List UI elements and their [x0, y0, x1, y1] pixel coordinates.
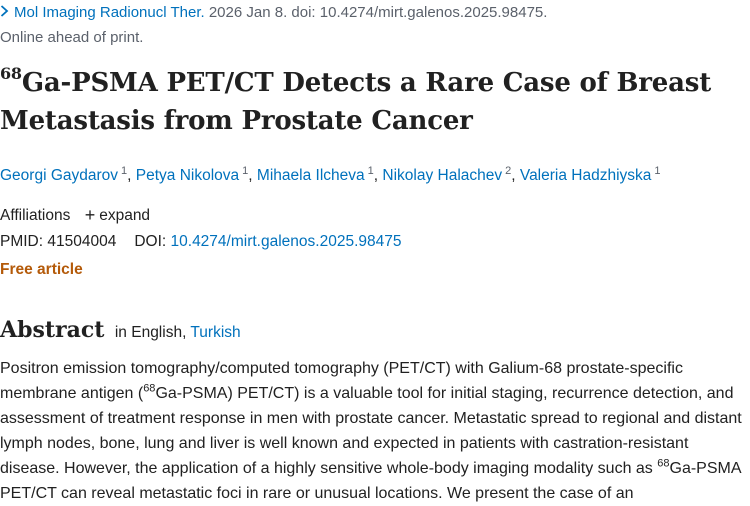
- identifiers-row: [0, 233, 401, 251]
- free-article-badge: Free article: [0, 261, 83, 278]
- expand-label: expand: [99, 207, 151, 224]
- title-line-1: Ga-PSMA PET/CT Detects a Rare Case of Breast: [21, 68, 712, 98]
- plus-icon: +: [84, 205, 96, 225]
- author-link[interactable]: Nikolay Halachev: [382, 167, 503, 184]
- author-affiliation-number[interactable]: 2: [505, 165, 512, 177]
- affiliations-row: [0, 205, 150, 226]
- article-title: [0, 64, 750, 140]
- author-affiliation-number[interactable]: 1: [367, 165, 374, 177]
- abstract-text-part: Positron emission tomography/computed tomography (PET/CT) with Galium-68 prostate-specific membrane antigen (: [0, 360, 683, 402]
- abstract-superscript: 68: [143, 382, 156, 395]
- abstract-superscript: 68: [657, 457, 670, 470]
- abstract-text-part: Ga-PSMA) PET/CT) is a valuable tool for initial staging, recurrence detection, and assessment of treatment response in men with prostate cancer. Metastatic spread to regional and distant lymph nodes, bone, lung and liver is well known and expected in patients with castration-resistant disease. However, the application of a highly sensitive whole-body imaging modality such as: [0, 385, 742, 477]
- chevron-right-icon[interactable]: [0, 4, 14, 21]
- author-link[interactable]: Georgi Gaydarov: [0, 167, 119, 184]
- author-affiliation-number[interactable]: 1: [242, 165, 249, 177]
- abstract-header: [0, 317, 241, 343]
- citation-line: [0, 4, 547, 21]
- doi-label: DOI:: [134, 233, 167, 250]
- doi-link[interactable]: 10.4274/mirt.galenos.2025.98475: [170, 233, 402, 250]
- author-link[interactable]: Mihaela Ilcheva: [256, 167, 365, 184]
- citation-details: 2026 Jan 8. doi: 10.4274/mirt.galenos.2025.98475.: [204, 4, 548, 21]
- title-superscript: 68: [0, 64, 22, 83]
- affiliations-expand-button[interactable]: [85, 207, 150, 224]
- abstract-text-part: Ga-PSMA PET/CT can reveal metastatic foci in rare or unusual locations. We present the case of an: [0, 460, 741, 502]
- author-list: Georgi Gaydarov $^1$, Petya Nikolova $^1$, Mihaela Ilcheva $^1$, Nikolay Halachev $^2$, Valeria Hadzhiyska $^1$: [0, 165, 661, 184]
- abstract-text: [0, 356, 748, 506]
- author-affiliation-number[interactable]: 1: [654, 165, 661, 177]
- author-affiliation-number[interactable]: 1: [121, 165, 128, 177]
- language-prefix: in English,: [114, 324, 187, 341]
- abstract-language: [115, 324, 241, 341]
- turkish-language-link[interactable]: Turkish: [190, 324, 241, 341]
- publication-status: Online ahead of print.: [0, 29, 144, 46]
- author-link[interactable]: Petya Nikolova: [135, 167, 240, 184]
- title-line-2: Metastasis from Prostate Cancer: [0, 106, 473, 136]
- journal-link[interactable]: Mol Imaging Radionucl Ther.: [14, 4, 205, 21]
- author-link[interactable]: Valeria Hadzhiyska: [519, 167, 652, 184]
- pmid: PMID: 41504004: [0, 233, 117, 250]
- affiliations-label: Affiliations: [0, 207, 71, 224]
- abstract-heading: Abstract: [0, 317, 105, 343]
